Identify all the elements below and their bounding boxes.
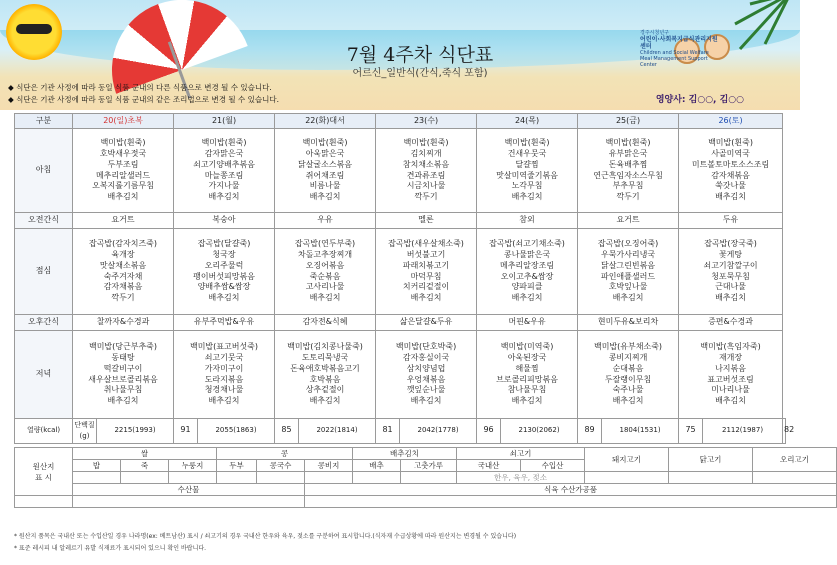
dietitian-label: 영양사: 김○○, 김○○	[655, 95, 744, 105]
origin-sub: 밥	[73, 460, 121, 472]
menu-item: 백미밥(흰죽)	[708, 138, 753, 148]
menu-item: 차돌고추장찌개	[297, 249, 353, 259]
menu-item: 잡곡밥(쇠고기채소죽)	[489, 239, 565, 249]
protein-value: 89	[578, 419, 602, 444]
origin-sub: 국내산	[457, 460, 521, 472]
menu-item: 치커리겉절이	[402, 282, 450, 292]
menu-item: 두잘랭이무침	[604, 374, 652, 384]
menu-item: 감자채볶음	[711, 170, 750, 180]
menu-item: 쥐어채조림	[305, 170, 345, 180]
menu-item: 감자맑은국	[204, 148, 244, 158]
protein-value: 75	[679, 419, 703, 444]
menu-item: 참외	[519, 215, 535, 225]
origin-label-text: 원산지	[32, 461, 55, 471]
menu-item: 배추김치	[309, 396, 341, 406]
menu-item: 동태탕	[111, 352, 135, 362]
menu-item: 백미밥(표고버섯죽)	[189, 342, 259, 352]
menu-item: 우유	[317, 215, 333, 225]
protein-value: 91	[174, 419, 198, 444]
menu-item: 유부맑은국	[608, 148, 648, 158]
menu-item: 백미밥(단호박죽)	[395, 342, 457, 352]
menu-item: 배추김치	[511, 192, 543, 202]
energy-value: 2042(1778)	[400, 419, 477, 444]
page-subtitle: 어르신_일반식(간식,죽식 포함)	[352, 68, 488, 79]
meal-cell	[73, 331, 174, 419]
origin-sub: 누룽지	[169, 460, 217, 472]
origin-label	[15, 448, 73, 496]
energy-value: 2130(2062)	[501, 419, 578, 444]
menu-item: 오리주물럭	[204, 260, 244, 270]
menu-item: 오이고추&쌈장	[500, 271, 554, 281]
menu-item: 참나물무침	[507, 385, 547, 395]
center-logo	[640, 30, 720, 69]
day-header: 22(화)대서	[275, 114, 376, 129]
meal-cell	[376, 213, 477, 229]
origin-sub: 고춧가루	[401, 460, 457, 472]
menu-item: 해물찜	[515, 363, 539, 373]
page-title: 7월 4주차 식단표	[346, 44, 494, 66]
meal-cell	[477, 229, 578, 315]
menu-item: 파인애플샐러드	[600, 271, 656, 281]
day-header: 26(토)	[679, 114, 783, 129]
meal-cell	[477, 331, 578, 419]
energy-value: 2022(1814)	[299, 419, 376, 444]
logo-line: 어린이·사회복지급식관리지원센터	[640, 36, 718, 51]
menu-item: 표고버섯조림	[707, 374, 754, 384]
menu-item: 양파피클	[511, 282, 543, 292]
menu-item: 백미밥(흰죽)	[100, 138, 146, 148]
menu-item: 죽순볶음	[309, 271, 341, 281]
menu-item: 쑥갓나물	[715, 181, 746, 191]
menu-item: 사골미역국	[711, 148, 750, 158]
energy-label: 열량(kcal)	[26, 426, 61, 435]
menu-item: 깍두기	[414, 192, 438, 202]
footnote: * 표준 레시피 내 알레르기 유발 식재료가 표시되어 있으니 확인 바랍니다.	[14, 545, 207, 552]
menu-item: 깻잎순나물	[406, 385, 446, 395]
sunglasses-icon	[16, 24, 52, 34]
menu-item: 숙주나물	[612, 385, 644, 395]
menu-item: 배추김치	[511, 396, 543, 406]
menu-item: 맛살미역줄기볶음	[496, 170, 558, 180]
menu-item: 배추김치	[715, 293, 746, 303]
menu-item: 백미밥(흰죽)	[302, 138, 348, 148]
logo-line: 경주시청년구	[640, 30, 669, 36]
menu-item: 잡곡밥(오징어죽)	[597, 239, 659, 249]
meal-cell	[174, 129, 275, 213]
meal-cell	[477, 315, 578, 331]
meal-cell	[376, 331, 477, 419]
menu-item: 닭살굴소스볶음	[297, 159, 353, 169]
menu-item: 배추김치	[208, 396, 240, 406]
origin-value	[669, 472, 753, 484]
meal-cell	[73, 229, 174, 315]
origin-value	[217, 472, 257, 484]
menu-item: 배추김치	[107, 192, 139, 202]
menu-item: 상추겉절이	[305, 385, 345, 395]
footnote: * 원산지 품목은 국내산 또는 수입산일 경우 나라명(ex: 베트남산) 표시 / 쇠고기의 경우 국내산 한우와 육우, 젖소를 구분하여 표시합니다.(식자재 수급상황에 따라 원산지는 변경될 수 있습니다)	[14, 533, 517, 540]
menu-item: 찰까자&수경과	[96, 317, 150, 327]
menu-item: 팽이버섯피망볶음	[193, 271, 255, 281]
menu-item: 아욱맑은국	[305, 148, 345, 158]
menu-item: 미트볼토마토소스조림	[691, 159, 770, 169]
menu-item: 돈육배추찜	[608, 159, 648, 169]
menu-item: 감자채볶음	[103, 282, 143, 292]
menu-item: 삶은달걀&두유	[399, 317, 453, 327]
energy-value: 2112(1987)	[703, 419, 783, 444]
meal-cell	[174, 331, 275, 419]
menu-item: 배추김치	[208, 293, 240, 303]
menu-item: 배추김치	[612, 293, 644, 303]
notice-text: ◆ 식단은 기관 사정에 따라 동일 식품 군내의 다른 식품으로 변경 될 수 있습니다.	[8, 83, 272, 92]
menu-item: 가자미구이	[204, 363, 244, 373]
origin-label-text: 표 시	[35, 472, 52, 482]
menu-item: 머핀&우유	[508, 317, 546, 327]
meal-cell	[578, 229, 679, 315]
meal-cell	[174, 315, 275, 331]
meal-label: 오후간식	[15, 315, 73, 331]
menu-item: 나지볶음	[715, 363, 746, 373]
meal-cell	[578, 331, 679, 419]
menu-item: 떡갈비구이	[103, 363, 143, 373]
menu-item: 건새우뭇국	[507, 148, 547, 158]
menu-item: 콩나물맑은국	[503, 249, 551, 259]
menu-item: 맛살채소볶음	[99, 260, 147, 270]
meal-cell	[73, 315, 174, 331]
day-header: 24(목)	[477, 114, 578, 129]
origin-value	[169, 472, 217, 484]
origin-value	[305, 472, 353, 484]
menu-item: 돈육애호박볶음고기	[290, 363, 360, 373]
menu-item: 브로콜리피망볶음	[496, 374, 558, 384]
menu-item: 요거트	[111, 215, 135, 225]
menu-item: 노각무침	[511, 181, 543, 191]
origin-sub: 두부	[217, 460, 257, 472]
menu-item: 시금치나물	[406, 181, 446, 191]
origin-header: 돼지고기	[585, 448, 669, 472]
meal-cell	[376, 129, 477, 213]
menu-item: 부추무침	[612, 181, 644, 191]
meal-cell	[578, 213, 679, 229]
origin-sub: 콩비지	[305, 460, 353, 472]
menu-item: 배추김치	[511, 293, 543, 303]
meal-cell	[275, 315, 376, 331]
menu-item: 재개장	[718, 352, 743, 362]
origin-table	[14, 447, 837, 508]
origin-value	[257, 472, 305, 484]
menu-item: 배추김치	[107, 396, 139, 406]
menu-item: 배추김치	[612, 396, 644, 406]
origin-value	[305, 496, 837, 508]
menu-item: 백미밥(미역죽)	[500, 342, 554, 352]
meal-cell	[679, 331, 783, 419]
meal-cell	[679, 129, 783, 213]
meal-cell	[376, 229, 477, 315]
origin-header: 콩	[217, 448, 353, 460]
origin-header: 오리고기	[753, 448, 837, 472]
meal-cell	[376, 315, 477, 331]
menu-item: 비름나물	[309, 181, 341, 191]
meal-cell	[477, 129, 578, 213]
menu-item: 콩비지찌개	[608, 352, 648, 362]
meal-label: 오전간식	[15, 213, 73, 229]
origin-value	[73, 472, 121, 484]
meal-cell	[679, 229, 783, 315]
menu-item: 현미두유&보리차	[597, 317, 659, 327]
menu-item: 호박새우젓국	[99, 148, 147, 158]
meal-cell	[477, 213, 578, 229]
menu-item: 두유	[722, 215, 739, 225]
meal-cell	[275, 229, 376, 315]
menu-item: 숙주겨자채	[103, 271, 143, 281]
menu-item: 잡곡밥(감자치즈죽)	[88, 239, 158, 249]
menu-item: 잡곡밥(달걀죽)	[197, 239, 251, 249]
notice-text: ◆ 식단은 기관 사정에 따라 동일 식품 군내의 같은 조리법으로 변경 될 수 있습니다.	[8, 95, 279, 104]
meal-cell	[679, 315, 783, 331]
menu-item: 호박볶음	[309, 374, 341, 384]
menu-item: 백미밥(유부채소죽)	[593, 342, 663, 352]
menu-item: 깍두기	[111, 293, 135, 303]
origin-header: 쌀	[73, 448, 217, 460]
menu-item: 배추김치	[410, 293, 442, 303]
menu-item: 버섯불고기	[406, 249, 446, 259]
meal-cell	[578, 129, 679, 213]
menu-item: 복숭아	[212, 215, 236, 225]
menu-item: 견과류조림	[406, 170, 446, 180]
day-header: 20(일)초복	[73, 114, 174, 129]
menu-item: 증편&수경과	[708, 317, 753, 327]
origin-value	[73, 496, 305, 508]
menu-item: 메추리알장조림	[499, 260, 555, 270]
origin-header: 닭고기	[669, 448, 753, 472]
meal-cell	[679, 213, 783, 229]
menu-item: 배추김치	[410, 396, 442, 406]
menu-item: 백미밥(흰죽)	[403, 138, 449, 148]
day-header: 21(월)	[174, 114, 275, 129]
menu-item: 도라지볶음	[204, 374, 244, 384]
menu-item: 백미밥(당근부추죽)	[88, 342, 158, 352]
origin-sub: 죽	[121, 460, 169, 472]
menu-item: 청경채나물	[204, 385, 244, 395]
menu-item: 메추리알샐러드	[95, 170, 151, 180]
menu-item: 요거트	[616, 215, 640, 225]
menu-item: 파래치볶고기	[402, 260, 450, 270]
menu-item: 양배추쌈&쌈장	[197, 282, 251, 292]
menu-item: 백미밥(김치콩나물죽)	[287, 342, 363, 352]
menu-item: 미나리나물	[711, 385, 750, 395]
menu-item: 배추김치	[715, 192, 746, 202]
menu-item: 잡곡밥(연두부죽)	[294, 239, 356, 249]
origin-value	[353, 472, 401, 484]
protein-value: 96	[477, 419, 501, 444]
menu-item: 달걀찜	[515, 159, 539, 169]
origin-value	[15, 496, 73, 508]
meal-label: 점심	[15, 229, 73, 315]
meal-label: 아침	[15, 129, 73, 213]
protein-value: 81	[376, 419, 400, 444]
protein-value: 82	[783, 419, 786, 444]
energy-value: 1804(1531)	[602, 419, 679, 444]
menu-item: 오징어볶음	[305, 260, 345, 270]
origin-sub: 콩국수	[257, 460, 305, 472]
menu-item: 잡곡밥(장국죽)	[704, 239, 757, 249]
menu-item: 멜론	[418, 215, 434, 225]
menu-item: 백미밥(흰죽)	[605, 138, 651, 148]
menu-item: 배추김치	[715, 396, 746, 406]
day-header: 23(수)	[376, 114, 477, 129]
meal-cell	[73, 213, 174, 229]
menu-item: 취나물무침	[103, 385, 143, 395]
origin-header: 식육 수산가공품	[305, 484, 837, 496]
menu-item: 삼치양념덥	[406, 363, 446, 373]
meal-cell	[275, 213, 376, 229]
menu-item: 잡곡밥(새우살채소죽)	[388, 239, 464, 249]
protein-label: 단백질(g)	[73, 419, 97, 444]
menu-item: 우엉채볶음	[406, 374, 446, 384]
menu-item: 근대나물	[715, 282, 746, 292]
menu-item: 순대볶음	[612, 363, 644, 373]
menu-item: 배추김치	[309, 293, 341, 303]
meal-cell	[73, 129, 174, 213]
menu-item: 두부조림	[107, 159, 139, 169]
menu-item: 유부주먹밥&우유	[193, 317, 255, 327]
menu-item: 배추김치	[309, 192, 341, 202]
menu-item: 가지나물	[208, 181, 240, 191]
beef-type-note: 한우, 육우, 젖소	[457, 472, 585, 484]
origin-sub: 수입산	[521, 460, 585, 472]
menu-item: 백미밥(흰죽)	[504, 138, 550, 148]
meal-cell	[275, 129, 376, 213]
origin-sub: 배추	[353, 460, 401, 472]
menu-item: 오복지롤기름무침	[92, 181, 154, 191]
origin-header: 배추김치	[353, 448, 457, 460]
menu-item: 호박잎나물	[608, 282, 648, 292]
meal-cell	[174, 229, 275, 315]
weekly-menu-table	[14, 113, 795, 444]
menu-item: 마늘쫑조림	[204, 170, 244, 180]
menu-item: 닭살그린빈볶음	[600, 260, 656, 270]
energy-value: 2055(1863)	[198, 419, 275, 444]
menu-item: 새우살브로콜리볶음	[88, 374, 158, 384]
menu-item: 꽃게탕	[718, 249, 743, 259]
meal-label: 저녁	[15, 331, 73, 419]
origin-header: 쇠고기	[457, 448, 585, 460]
menu-item: 배추김치	[208, 192, 240, 202]
menu-item: 쇠고기뭇국	[204, 352, 244, 362]
menu-item: 육개장	[111, 249, 135, 259]
meal-cell	[275, 331, 376, 419]
origin-value	[753, 472, 837, 484]
origin-header: 수산물	[73, 484, 305, 496]
origin-value	[585, 472, 669, 484]
meal-cell	[174, 213, 275, 229]
logo-line: Children and Social Welfare Meal Management Support Center	[640, 50, 709, 69]
origin-value	[121, 472, 169, 484]
menu-item: 깍두기	[616, 192, 640, 202]
energy-value: 2215(1993)	[97, 419, 174, 444]
menu-item: 김치찌개	[410, 148, 442, 158]
meal-cell	[578, 315, 679, 331]
menu-item: 감자전&식혜	[302, 317, 348, 327]
menu-item: 참치채소볶음	[402, 159, 450, 169]
protein-value: 85	[275, 419, 299, 444]
menu-item: 연근흑임자소스무침	[593, 170, 663, 180]
menu-item: 청포묵무침	[711, 271, 750, 281]
menu-item: 고사리나물	[305, 282, 345, 292]
menu-item: 아욱된장국	[507, 352, 547, 362]
day-header: 25(금)	[578, 114, 679, 129]
origin-value	[401, 472, 457, 484]
menu-item: 쇠고기양배추볶음	[193, 159, 255, 169]
menu-item: 도토리묵냉국	[301, 352, 349, 362]
menu-item: 감자홍실이국	[402, 352, 450, 362]
sun-icon	[6, 4, 62, 60]
menu-item: 백미밥(흑임자죽)	[700, 342, 761, 352]
menu-item: 쇠고기참깔구이	[703, 260, 758, 270]
menu-item: 우묵가사리냉국	[600, 249, 656, 259]
menu-item: 마덕무침	[410, 271, 442, 281]
nutrition-label	[15, 419, 73, 444]
corner-cell: 구분	[15, 114, 73, 129]
menu-item: 백미밥(흰죽)	[201, 138, 247, 148]
menu-item: 청국장	[212, 249, 236, 259]
